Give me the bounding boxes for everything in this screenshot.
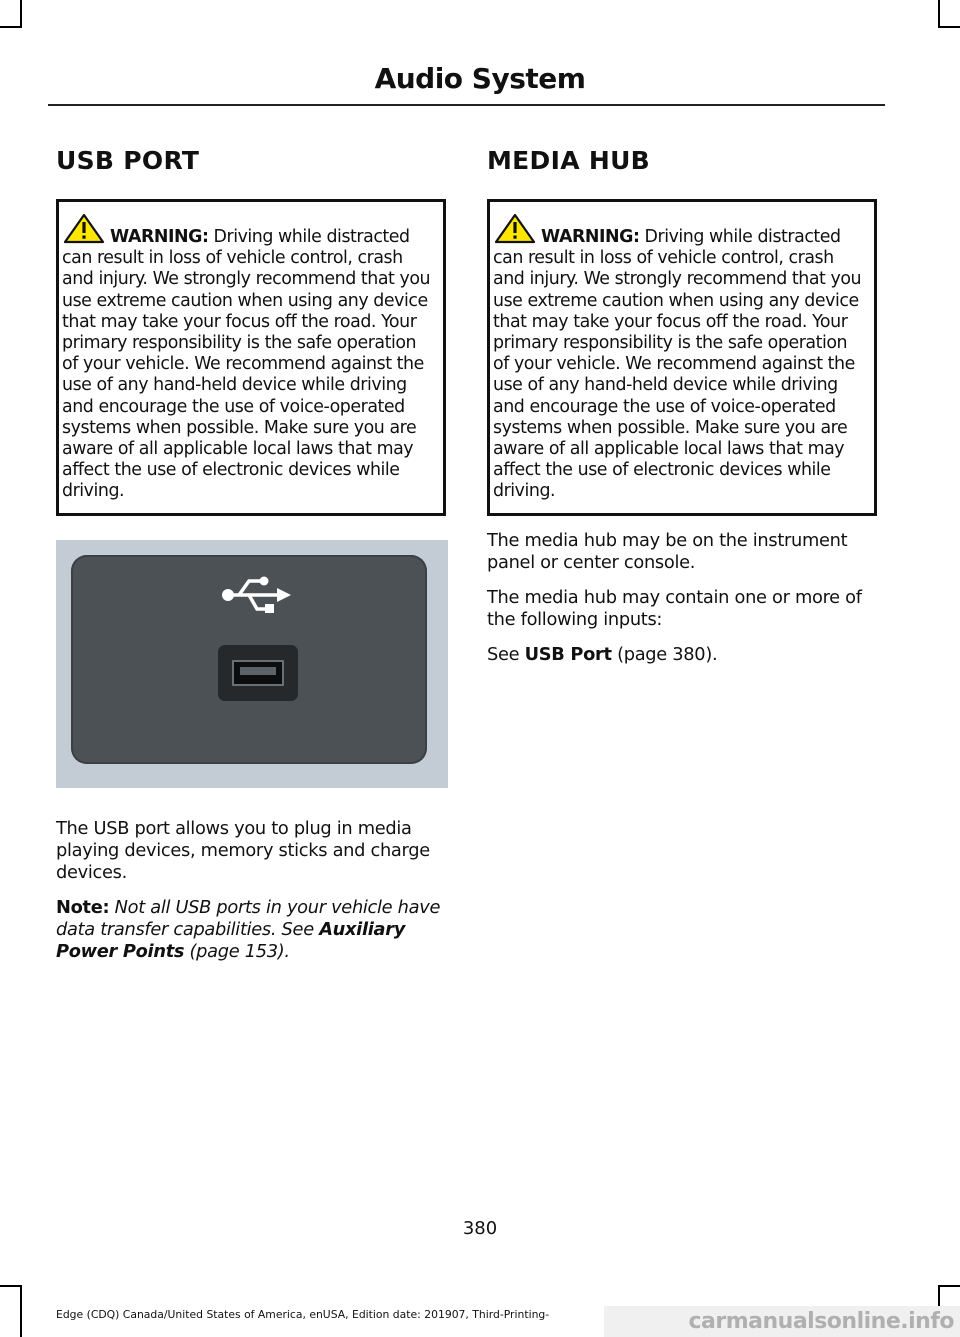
- media-hub-paragraph-2: The media hub may contain one or more of the following inputs:: [487, 586, 862, 630]
- page-number: 380: [462, 1218, 498, 1239]
- crop-mark: [940, 26, 960, 28]
- usb-socket: [218, 645, 298, 701]
- usb-port-warning-box: [56, 199, 446, 516]
- auxiliary-power-points-link[interactable]: Auxiliary Power Points: [56, 918, 406, 962]
- warning-triangle-icon: [495, 214, 541, 244]
- warning-label: WARNING:: [541, 227, 640, 247]
- note-page-ref: (page 153).: [184, 940, 290, 962]
- watermark: carmanualsonline.info: [604, 1306, 960, 1337]
- media-hub-warning-box: [487, 199, 877, 516]
- usb-symbol-icon: [219, 573, 295, 617]
- crop-mark: [0, 26, 20, 28]
- header-divider: [48, 104, 885, 106]
- crop-mark: [940, 1285, 960, 1287]
- right-column: [487, 145, 879, 679]
- see-page-ref: (page 380).: [611, 643, 718, 665]
- usb-port-heading: USB PORT: [56, 146, 200, 175]
- page-header-title: Audio System: [374, 62, 586, 95]
- warning-text: Driving while distracted can result in loss of vehicle control, crash and injury. We strongly recommend that you use extreme caution when using any device that may take your focus off the road. Your primary responsibility is the safe operation of your vehicle. We recommend against the use of any hand-held device while driving and encourage the use of voice-operated systems when possible. Make sure you are aware of all applicable local laws that may affect the use of electronic devices while driving.: [62, 227, 431, 502]
- usb-port-link[interactable]: USB Port: [524, 643, 612, 665]
- note-label: Note:: [56, 896, 110, 918]
- usb-tongue: [240, 667, 276, 675]
- footer-edition-info: Edge (CDQ) Canada/United States of America, enUSA, Edition date: 201907, Third-Printing-: [56, 1308, 550, 1321]
- warning-triangle-icon: [64, 214, 110, 244]
- crop-mark: [20, 1285, 22, 1337]
- note-text: Not all USB ports in your vehicle have data transfer capabilities. See: [56, 896, 441, 940]
- usb-panel: [71, 555, 427, 764]
- media-hub-body: [487, 530, 879, 666]
- usb-port-description: The USB port allows you to plug in media playing devices, memory sticks and charge devices.: [56, 817, 430, 883]
- left-column: [56, 145, 448, 976]
- usb-port-figure: [56, 540, 448, 788]
- usb-port-note: [56, 897, 448, 963]
- usb-slot: [232, 660, 284, 686]
- see-prefix: See: [487, 643, 525, 665]
- crop-mark: [938, 0, 940, 28]
- media-hub-heading: MEDIA HUB: [487, 146, 651, 175]
- media-hub-paragraph-1: The media hub may be on the instrument panel or center console.: [487, 529, 848, 573]
- crop-mark: [20, 0, 22, 28]
- media-hub-see-reference: [487, 644, 879, 666]
- crop-mark: [0, 1285, 20, 1287]
- warning-text: Driving while distracted can result in loss of vehicle control, crash and injury. We strongly recommend that you use extreme caution when using any device that may take your focus off the road. Your primary responsibility is the safe operation of your vehicle. We recommend against the use of any hand-held device while driving and encourage the use of voice-operated systems when possible. Make sure you are aware of all applicable local laws that may affect the use of electronic devices while driving.: [493, 227, 862, 502]
- warning-label: WARNING:: [110, 227, 209, 247]
